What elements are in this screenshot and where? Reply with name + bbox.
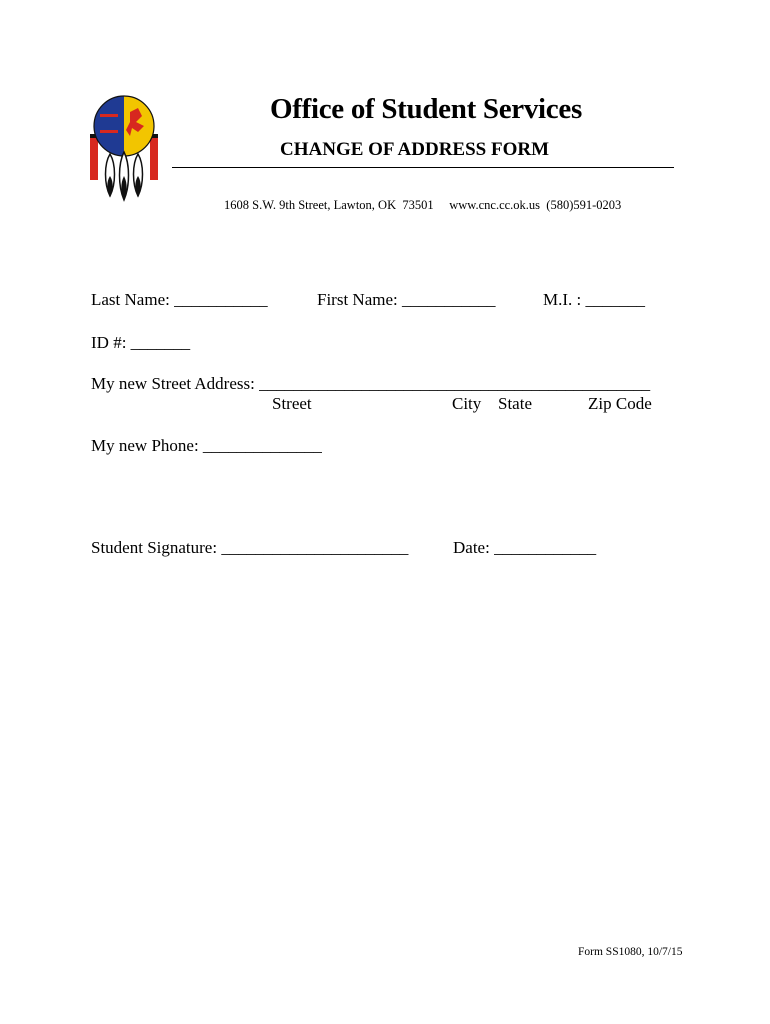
contact-address-line: 1608 S.W. 9th Street, Lawton, OK 73501 www.cnc.cc.ok.us (580)591-0203 <box>224 198 622 212</box>
form-title: CHANGE OF ADDRESS FORM <box>280 139 550 160</box>
state-sublabel: State <box>498 394 532 413</box>
id-number-field[interactable]: ID #: _______ <box>91 333 191 352</box>
form-number-footer: Form SS1080, 10/7/15 <box>578 946 683 958</box>
signature-field[interactable]: Student Signature: ______________________ <box>91 538 409 557</box>
street-sublabel: Street <box>272 394 312 413</box>
street-address-field[interactable]: My new Street Address: ______________________________________________ <box>91 374 651 393</box>
city-sublabel: City <box>452 394 482 413</box>
last-name-field[interactable]: Last Name: ___________ <box>91 290 268 309</box>
header-divider <box>172 167 674 168</box>
middle-initial-field[interactable]: M.I. : _______ <box>543 290 645 309</box>
page-title: Office of Student Services <box>270 93 582 125</box>
college-seal-logo <box>86 92 162 204</box>
zip-code-sublabel: Zip Code <box>588 394 652 413</box>
first-name-field[interactable]: First Name: ___________ <box>317 290 496 309</box>
phone-field[interactable]: My new Phone: ______________ <box>91 436 322 455</box>
date-field[interactable]: Date: ____________ <box>453 538 597 557</box>
